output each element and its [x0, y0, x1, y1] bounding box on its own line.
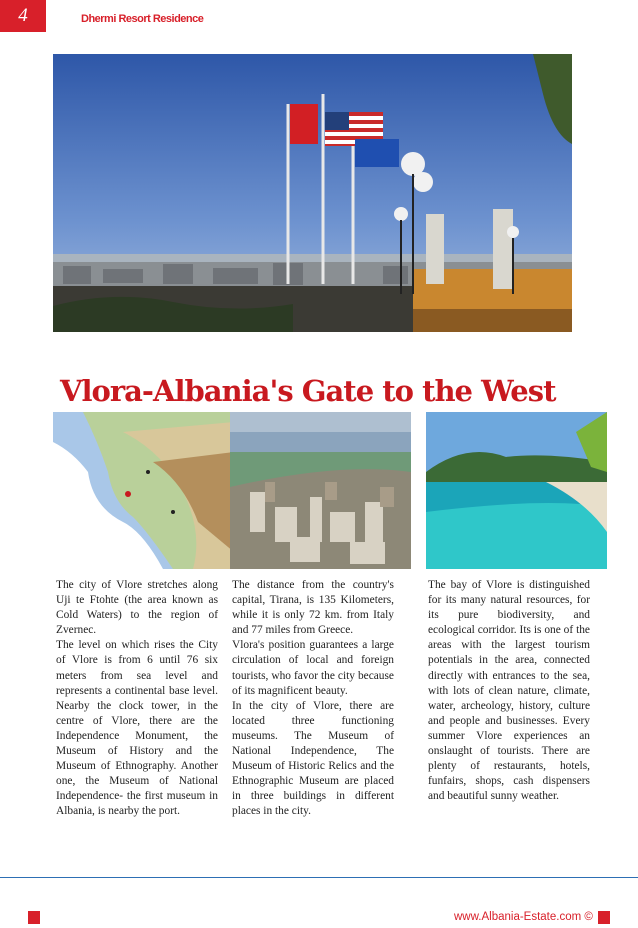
column-2-paragraph: The distance from the country's capital, Tirana, is 135 Kilometers, while it is only 72 km. from Italy and 77 miles from Greece.	[232, 579, 394, 637]
column-2-paragraph: Vlora's position guarantees a large circulation of local and foreign tourists, who favor the city because of its magnificent beauty.	[232, 639, 394, 697]
column-1-paragraph: The level on which rises the City of Vlore is from 6 until 76 six meters from sea level and represents a continental base level. Nearby the clock tower, in the centre of Vlore, there are the Independence Monument, the Museum of History and the Museum of Ethnography. Another one, the Museum of National Independence- the first museum in Albania, is nearby the port.	[56, 639, 218, 818]
footer-marker-left	[28, 911, 40, 924]
text-column-3	[428, 578, 590, 804]
footer-marker-right	[598, 911, 610, 924]
text-column-1	[56, 578, 218, 820]
text-column-2	[232, 578, 394, 820]
column-1-paragraph: The city of Vlore stretches along Uji te Ftohte (the area known as Cold Waters) to the region of Zvernec.	[56, 579, 218, 637]
footer-website-link[interactable]: www.Albania-Estate.com ©	[454, 911, 593, 923]
footer-divider	[0, 877, 638, 878]
page-number: 4	[0, 0, 46, 32]
thumbnail-map-of-vlore-region	[53, 412, 234, 569]
running-title: Dhermi Resort Residence	[81, 13, 204, 25]
thumbnail-beach-with-turquoise-sea	[426, 412, 607, 569]
hero-photo-flags-over-vlore	[53, 54, 572, 332]
column-3-paragraph: The bay of Vlore is distinguished for its many natural resources, for its pure biodiversity, and ecological corridor. Its is one of the areas with the largest tourism potentials in the area, connected directly with entrances to the sea, with lots of clean nature, climate, water, archeology, history, culture and people and businesses. Every summer Vlore experiences an onslaught of tourists. There are plenty of restaurants, hotels, funfairs, shops, cash dispensers and beautiful sunny weather.	[428, 579, 590, 803]
column-2-paragraph: In the city of Vlore, there are located three functioning museums. The Museum of National Independence, The Museum of Historic Relics and the Ethnographic Museum are placed in three buildings in different places in the city.	[232, 699, 394, 818]
article-title: Vlora-Albania's Gate to the West	[60, 374, 556, 408]
thumbnail-aerial-view-of-vlore	[230, 412, 411, 569]
